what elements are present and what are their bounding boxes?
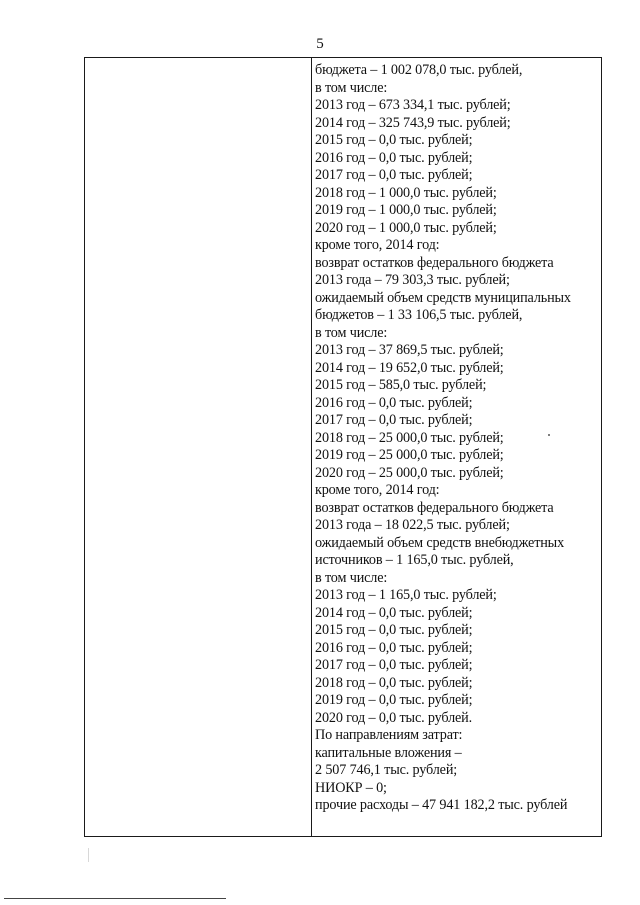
text-line: возврат остатков федерального бюджета xyxy=(315,254,554,271)
text-line: ожидаемый объем средств внебюджетных xyxy=(315,534,565,551)
text-line: По направлениям затрат: xyxy=(315,727,463,743)
page-number: 5 xyxy=(316,36,324,52)
text-line: 2017 год – 0,0 тыс. рублей; xyxy=(315,657,473,673)
scan-mark xyxy=(88,848,89,862)
text-line: 2016 год – 0,0 тыс. рублей; xyxy=(315,394,473,411)
column-divider xyxy=(311,58,312,836)
text-line: 2013 год – 1 165,0 тыс. рублей; xyxy=(315,587,497,603)
footer-rule xyxy=(4,898,226,899)
text-line: в том числе: xyxy=(315,79,388,96)
text-line: 2019 год – 0,0 тыс. рублей; xyxy=(315,692,473,708)
text-line: 2020 год – 1 000,0 тыс. рублей; xyxy=(315,219,497,236)
table-right-cell xyxy=(315,62,599,836)
text-line: 2 507 746,1 тыс. рублей; xyxy=(315,762,458,778)
text-line: 2014 год – 325 743,9 тыс. рублей; xyxy=(315,114,511,131)
text-line: капитальные вложения – xyxy=(315,744,462,761)
text-line: 2018 год – 1 000,0 тыс. рублей; xyxy=(315,184,497,201)
text-line: кроме того, 2014 год: xyxy=(315,482,440,498)
text-line: 2017 год – 0,0 тыс. рублей; xyxy=(315,412,473,428)
text-line: 2020 год – 25 000,0 тыс. рублей; xyxy=(315,464,504,481)
text-line: 2014 год – 19 652,0 тыс. рублей; xyxy=(315,359,504,376)
text-line: 2018 год – 25 000,0 тыс. рублей; xyxy=(315,429,504,446)
text-line: 2014 год – 0,0 тыс. рублей; xyxy=(315,604,473,621)
text-line: 2013 года – 18 022,5 тыс. рублей; xyxy=(315,517,510,533)
budget-table xyxy=(84,57,602,837)
text-line: 2019 год – 1 000,0 тыс. рублей; xyxy=(315,202,497,218)
text-line: НИОКР – 0; xyxy=(315,779,387,796)
text-line: прочие расходы – 47 941 182,2 тыс. рублей xyxy=(315,797,568,813)
text-line: 2017 год – 0,0 тыс. рублей; xyxy=(315,167,473,183)
text-line: бюджетов – 1 33 106,5 тыс. рублей, xyxy=(315,307,523,323)
text-line: 2013 год – 673 334,1 тыс. рублей; xyxy=(315,97,511,113)
text-line: 2013 год – 37 869,5 тыс. рублей; xyxy=(315,342,504,358)
text-line: источников – 1 165,0 тыс. рублей, xyxy=(315,552,514,568)
text-line: бюджета – 1 002 078,0 тыс. рублей, xyxy=(315,62,523,78)
text-line: 2018 год – 0,0 тыс. рублей; xyxy=(315,674,473,691)
text-line: 2019 год – 25 000,0 тыс. рублей; xyxy=(315,447,504,463)
text-line: в том числе: xyxy=(315,324,388,341)
text-line: кроме того, 2014 год: xyxy=(315,237,440,253)
text-line: 2020 год – 0,0 тыс. рублей. xyxy=(315,709,473,726)
text-line: 2015 год – 0,0 тыс. рублей; xyxy=(315,132,473,148)
scan-speck xyxy=(548,434,550,436)
text-line: ожидаемый объем средств муниципальных xyxy=(315,289,571,306)
text-line: возврат остатков федерального бюджета xyxy=(315,499,554,516)
text-line: 2015 год – 0,0 тыс. рублей; xyxy=(315,622,473,638)
text-line: 2016 год – 0,0 тыс. рублей; xyxy=(315,149,473,166)
text-line: 2015 год – 585,0 тыс. рублей; xyxy=(315,377,487,393)
text-line: в том числе: xyxy=(315,569,388,586)
text-line: 2016 год – 0,0 тыс. рублей; xyxy=(315,639,473,656)
text-line: 2013 года – 79 303,3 тыс. рублей; xyxy=(315,272,510,288)
table-left-cell xyxy=(85,58,311,836)
